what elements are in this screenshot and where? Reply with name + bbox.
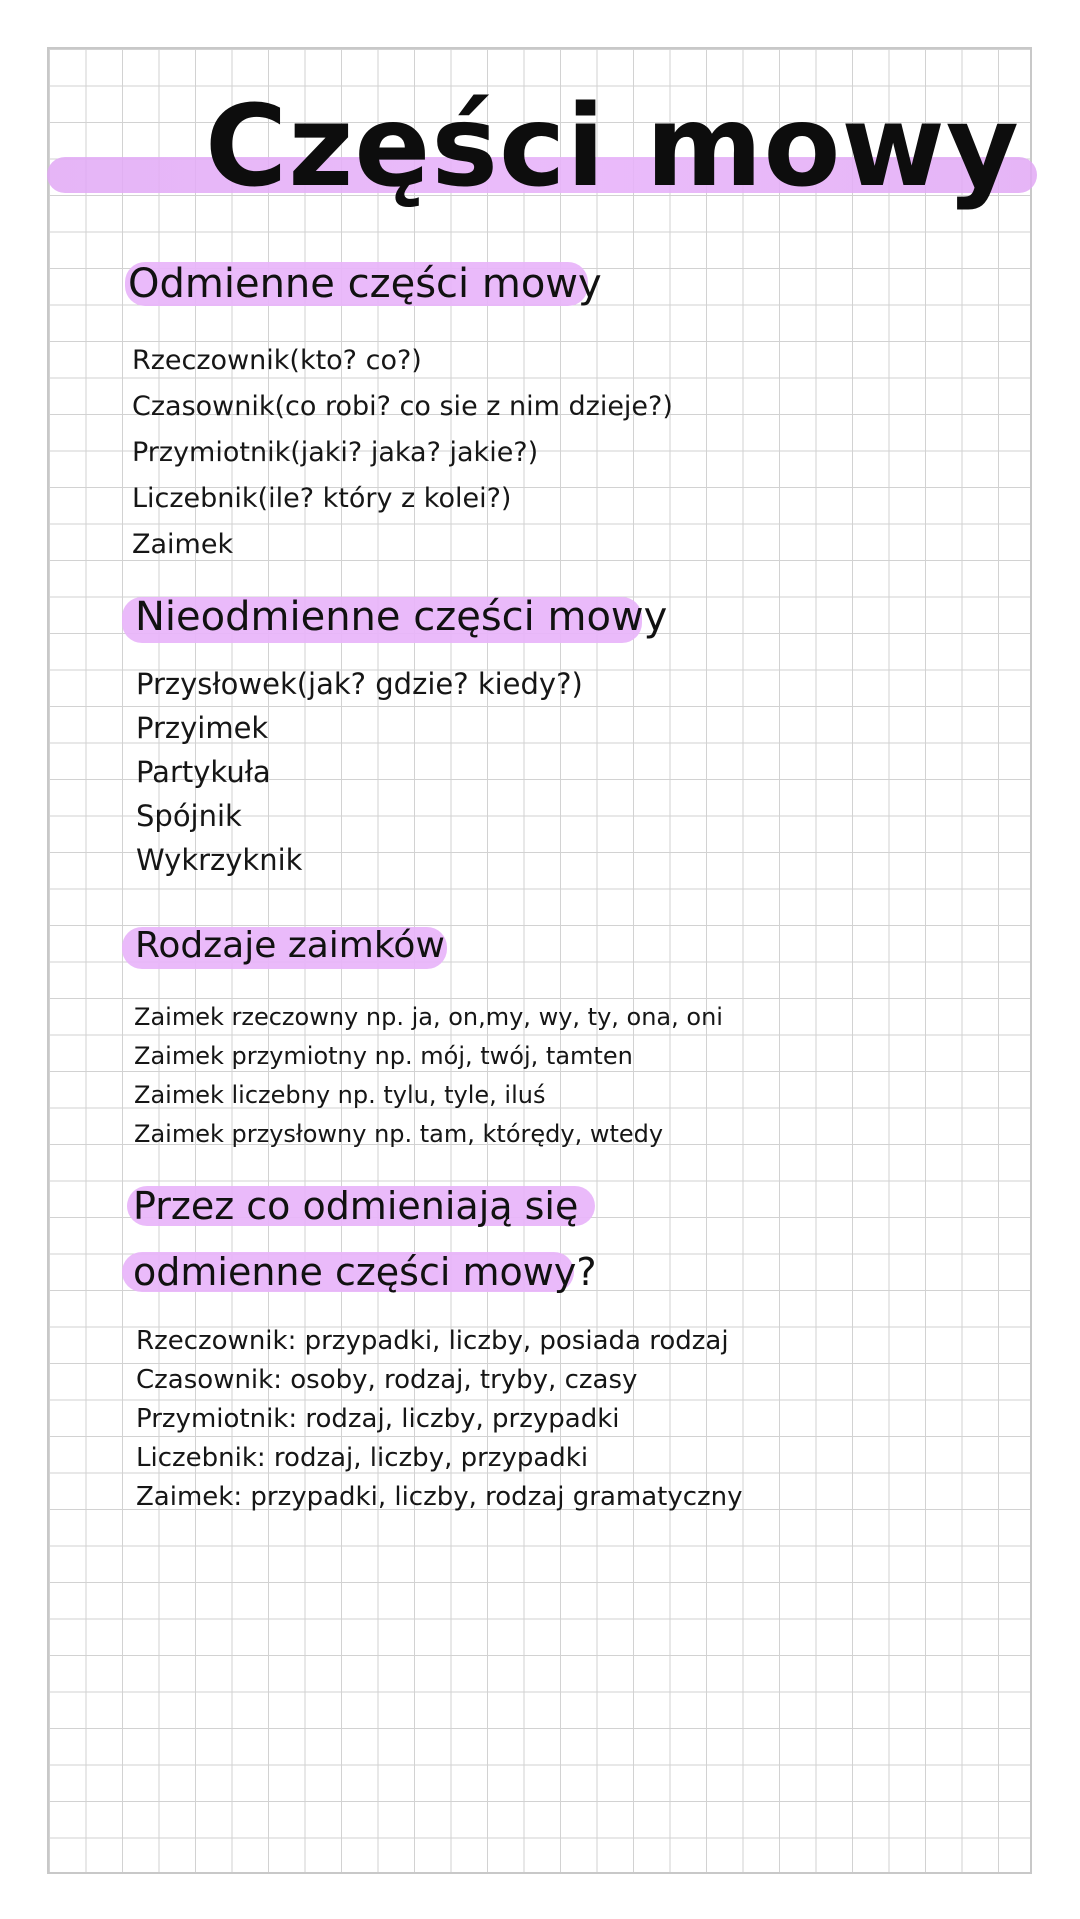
list-item: Partykuła — [136, 755, 271, 789]
list-item: Przysłowek(jak? gdzie? kiedy?) — [136, 667, 583, 701]
section-odmienne-list — [132, 338, 673, 568]
page-title: Części mowy — [205, 82, 1020, 212]
list-item: Zaimek liczebny np. tylu, tyle, iluś — [134, 1081, 546, 1109]
list-item: Zaimek: przypadki, liczby, rodzaj gramatyczny — [136, 1482, 743, 1512]
section-zaimki-list — [134, 998, 723, 1154]
section-zaimki-heading: Rodzaje zaimków — [135, 925, 445, 966]
list-item: Rzeczownik: przypadki, liczby, posiada rodzaj — [136, 1326, 729, 1356]
list-item: Zaimek przymiotny np. mój, twój, tamten — [134, 1042, 633, 1070]
list-item: Spójnik — [136, 799, 242, 833]
list-item: Liczebnik(ile? który z kolei?) — [132, 483, 512, 514]
section-odmiana-heading-line1: Przez co odmieniają się — [133, 1184, 579, 1228]
section-odmiana-list — [136, 1322, 743, 1517]
section-odmiana-heading-line2: odmienne części mowy? — [133, 1250, 597, 1294]
list-item: Czasownik(co robi? co sie z nim dzieje?) — [132, 391, 673, 422]
list-item: Przyimek — [136, 711, 269, 745]
list-item: Czasownik: osoby, rodzaj, tryby, czasy — [136, 1365, 638, 1395]
list-item: Przymiotnik: rodzaj, liczby, przypadki — [136, 1404, 620, 1434]
section-odmienne-heading: Odmienne części mowy — [128, 261, 602, 307]
list-item: Przymiotnik(jaki? jaka? jakie?) — [132, 437, 539, 468]
list-item: Wykrzyknik — [136, 843, 303, 877]
list-item: Zaimek przysłowny np. tam, którędy, wtedy — [134, 1120, 664, 1148]
list-item: Rzeczownik(kto? co?) — [132, 345, 422, 376]
list-item: Zaimek rzeczowny np. ja, on,my, wy, ty, ona, oni — [134, 1003, 723, 1031]
section-nieodmienne-list — [136, 662, 583, 882]
section-nieodmienne-heading: Nieodmienne części mowy — [135, 594, 668, 640]
list-item: Liczebnik: rodzaj, liczby, przypadki — [136, 1443, 589, 1473]
list-item: Zaimek — [132, 529, 234, 560]
